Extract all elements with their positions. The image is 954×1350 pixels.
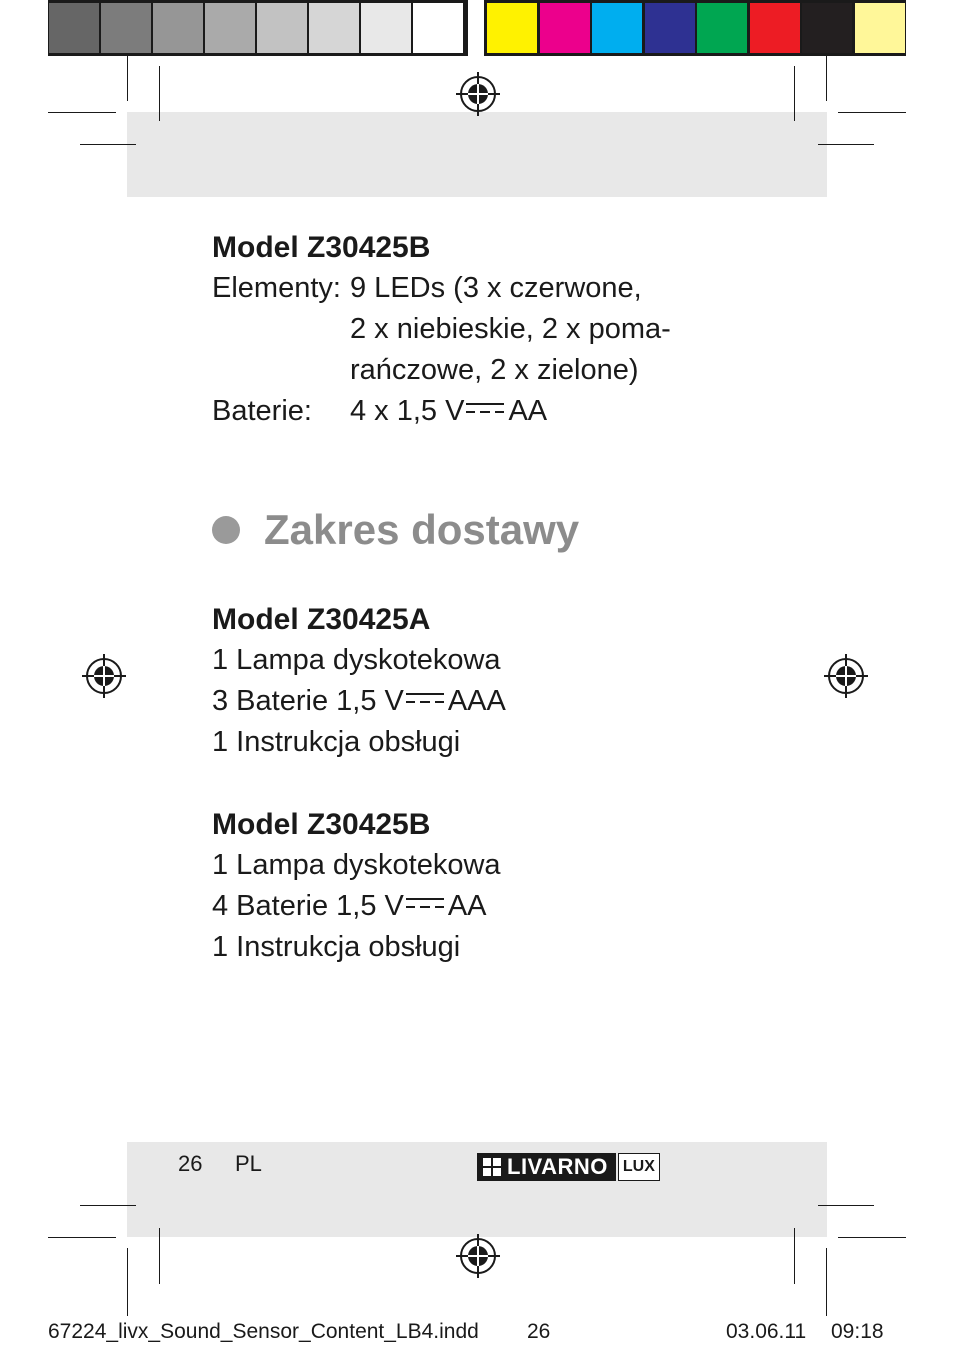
color-swatch	[802, 3, 852, 53]
spec-line: rańczowe, 2 x zielone)	[350, 354, 639, 386]
section-title-text: Zakres dostawy	[264, 506, 580, 553]
color-swatch	[645, 3, 695, 53]
model-a-heading: Model Z30425A	[212, 603, 431, 636]
model-a-block	[212, 600, 812, 763]
spec-value	[350, 268, 671, 391]
battery-type: AAA	[447, 685, 506, 717]
dc-symbol-icon	[406, 896, 444, 910]
section-title	[212, 506, 579, 554]
spec-value	[350, 391, 547, 432]
color-swatch	[153, 3, 203, 53]
color-swatch	[361, 3, 411, 53]
model-b-heading: Model Z30425B	[212, 808, 431, 841]
dc-symbol-icon	[406, 691, 444, 705]
color-swatch	[309, 3, 359, 53]
brand-logo-main	[477, 1153, 616, 1181]
slug-filename: 67224_livx_Sound_Sensor_Content_LB4.indd	[48, 1320, 479, 1343]
color-swatch	[49, 3, 99, 53]
list-item: 1 Instrukcja obsługi	[212, 931, 461, 963]
brand-logo	[477, 1153, 660, 1181]
spec-row-elements	[212, 268, 812, 391]
color-swatch	[101, 3, 151, 53]
color-swatch	[592, 3, 642, 53]
color-swatch	[855, 3, 905, 53]
slug-time: 09:18	[831, 1320, 884, 1343]
color-swatch	[487, 3, 537, 53]
spec-label: Elementy:	[212, 272, 341, 304]
color-swatch	[540, 3, 590, 53]
brand-name: LIVARNO	[507, 1154, 608, 1179]
color-swatch	[750, 3, 800, 53]
battery-type: AA	[508, 395, 548, 427]
color-swatch	[413, 3, 463, 53]
battery-voltage: 4 x 1,5 V	[350, 395, 465, 427]
slug-page: 26	[527, 1320, 551, 1343]
brand-logo-icon	[483, 1158, 501, 1176]
page-number: 26	[178, 1151, 203, 1176]
color-swatch	[205, 3, 255, 53]
battery-text: 3 Baterie 1,5 V	[212, 685, 404, 717]
color-swatch	[257, 3, 307, 53]
battery-type: AA	[447, 890, 487, 922]
registration-mark-icon	[456, 72, 500, 116]
list-item	[212, 681, 812, 722]
brand-sub: LUX	[618, 1153, 660, 1181]
spec-line: 2 x niebieskie, 2 x poma-	[350, 313, 671, 345]
header-band	[127, 112, 827, 197]
spec-row-battery	[212, 391, 812, 432]
specs-block	[212, 228, 812, 432]
bullet-icon	[212, 516, 240, 544]
spec-line: 9 LEDs (3 x czerwone,	[350, 272, 642, 304]
model-b-block	[212, 805, 812, 968]
list-item: 1 Instrukcja obsługi	[212, 726, 461, 758]
list-item	[212, 886, 812, 927]
specs-heading: Model Z30425B	[212, 231, 431, 264]
list-item: 1 Lampa dyskotekowa	[212, 644, 501, 676]
spec-label: Baterie:	[212, 395, 312, 427]
battery-text: 4 Baterie 1,5 V	[212, 890, 404, 922]
registration-mark-icon	[824, 654, 868, 698]
registration-mark-icon	[82, 654, 126, 698]
color-swatch	[697, 3, 747, 53]
list-item: 1 Lampa dyskotekowa	[212, 849, 501, 881]
registration-mark-icon	[456, 1234, 500, 1278]
dc-symbol-icon	[466, 401, 504, 415]
language-code: PL	[235, 1151, 262, 1176]
slug-date: 03.06.11	[726, 1320, 807, 1343]
